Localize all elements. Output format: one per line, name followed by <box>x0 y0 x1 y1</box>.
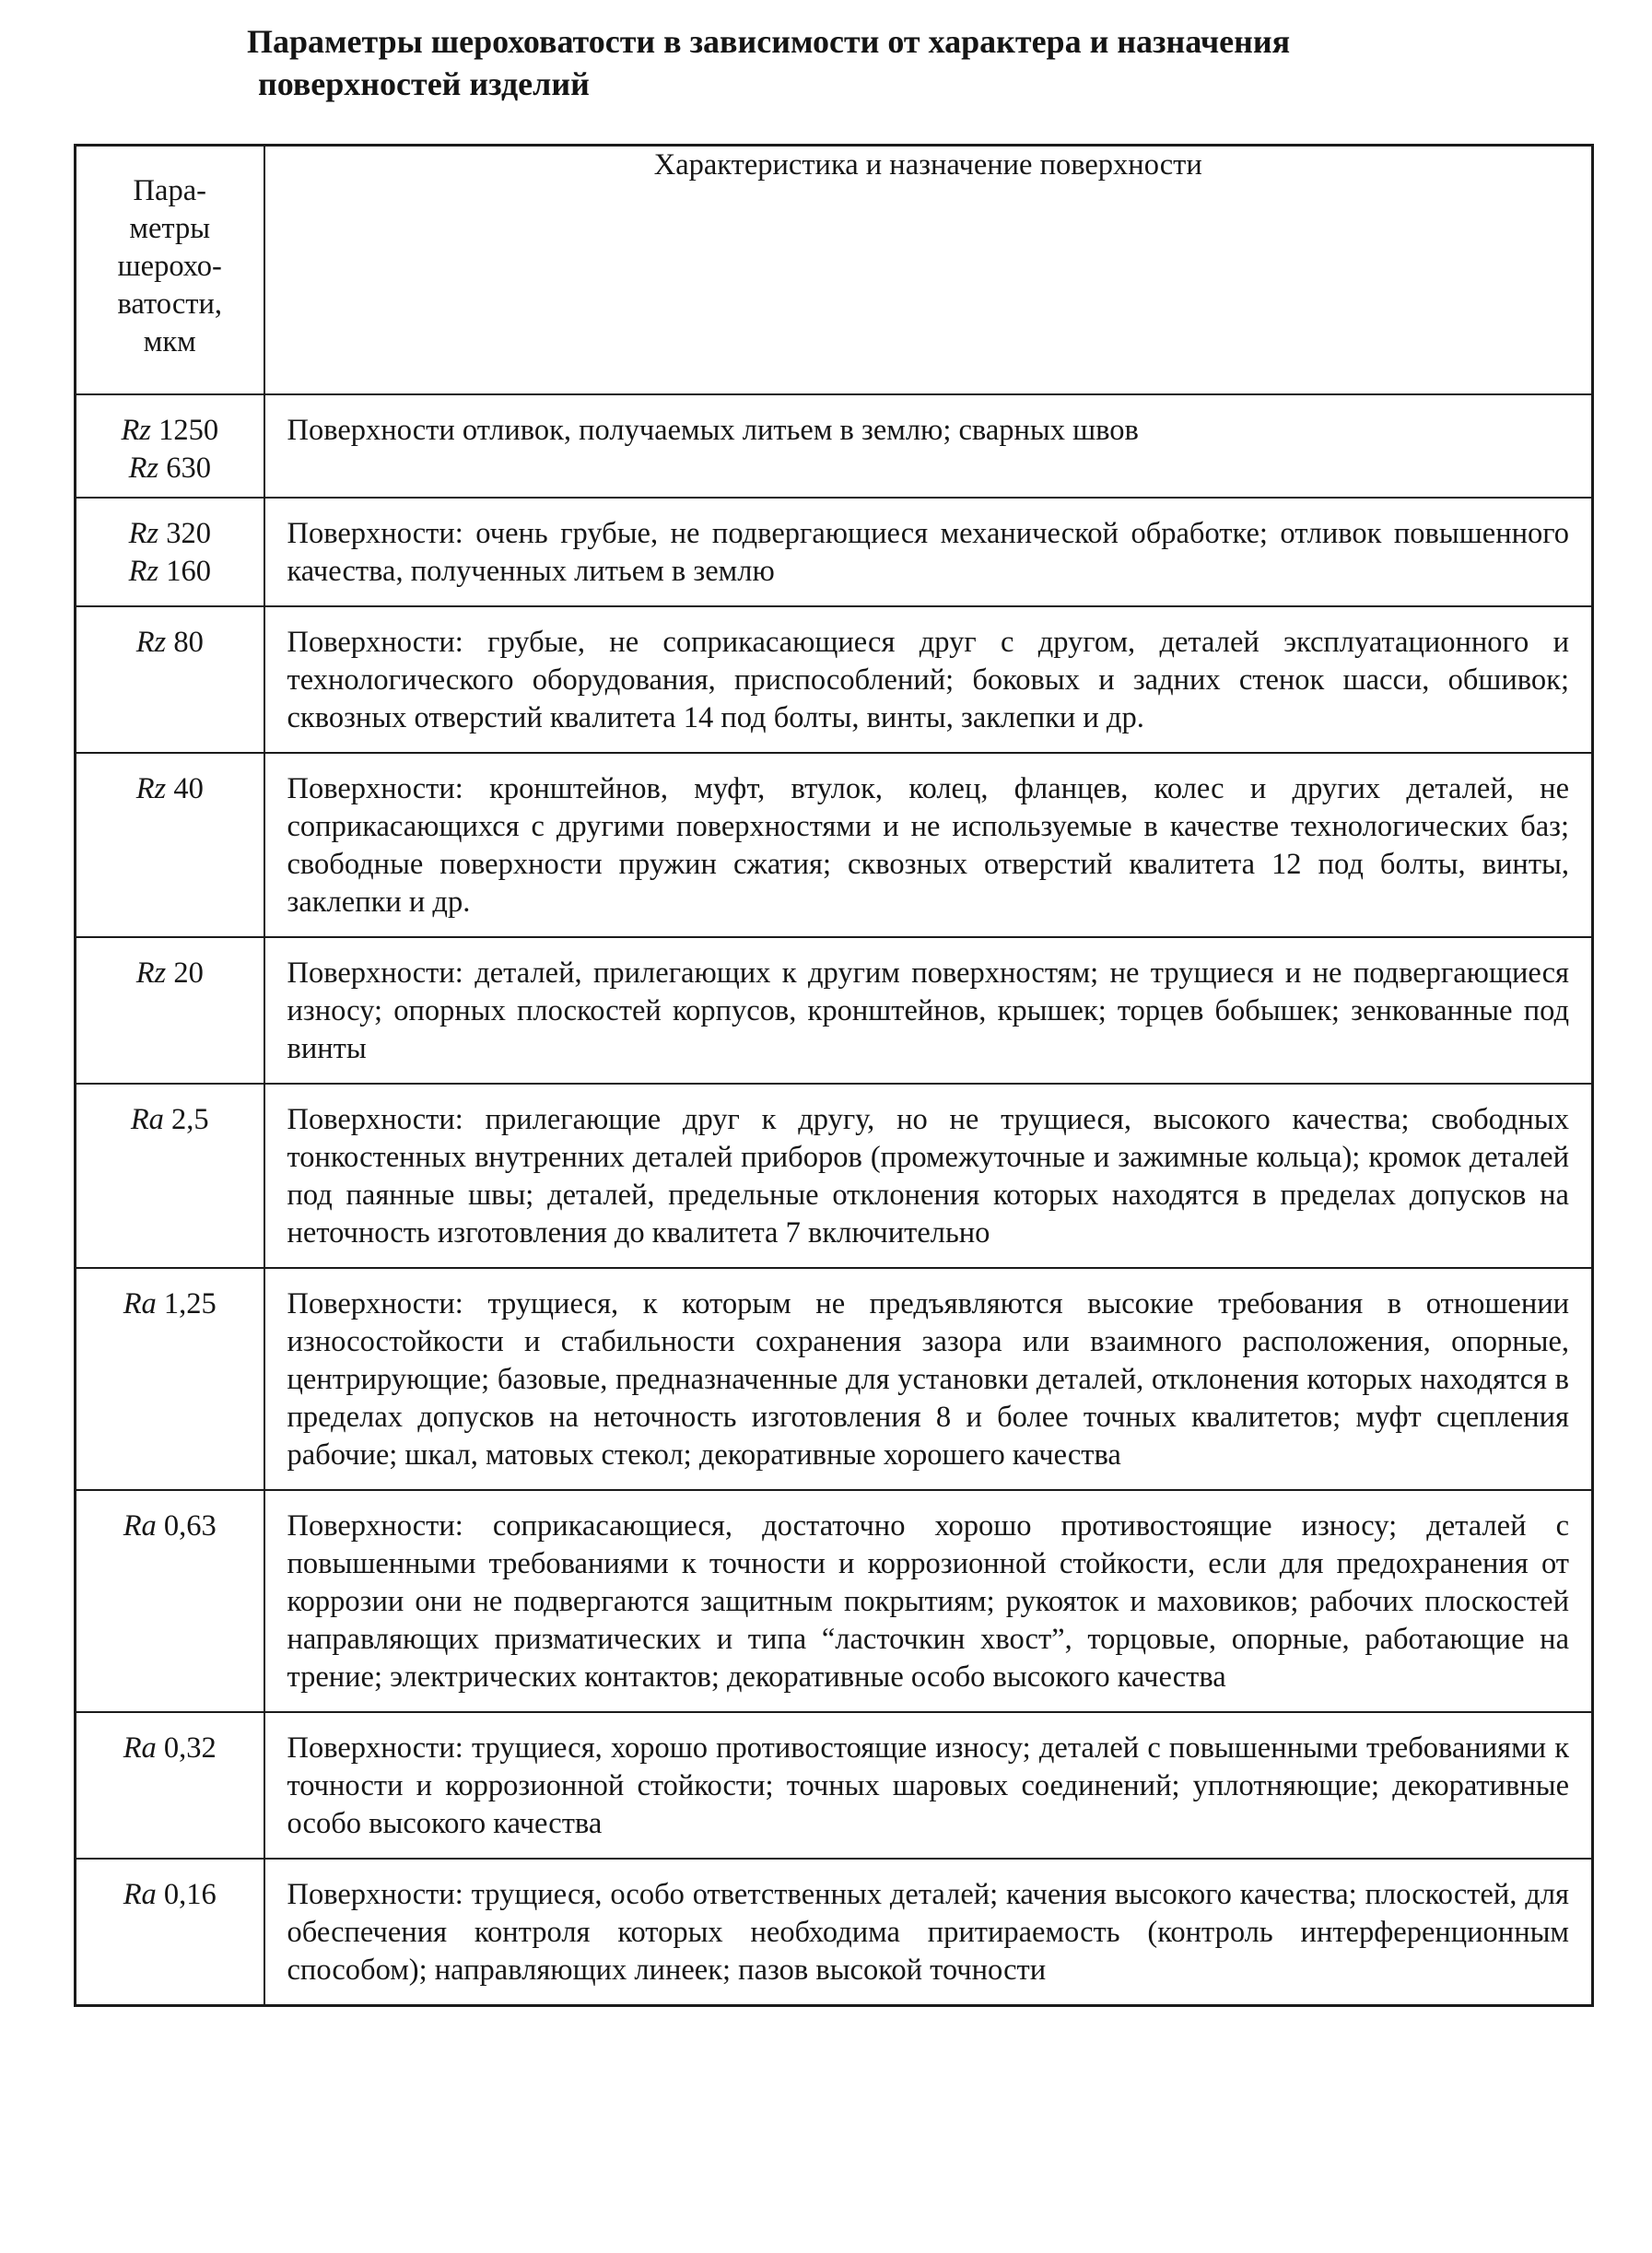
param-value <box>80 1101 260 1139</box>
table-row <box>76 498 1593 606</box>
param-symbol: Rz <box>121 414 151 447</box>
table-row <box>76 1859 1593 2006</box>
param-symbol: Rz <box>135 626 167 659</box>
document-title <box>247 20 1445 105</box>
param-symbol: Rz <box>128 517 159 550</box>
title-line-1: Параметры шероховатости в зависимости от характера и назначения <box>247 23 1291 60</box>
param-number: 0,32 <box>163 1731 217 1765</box>
param-symbol: Ra <box>123 1731 157 1765</box>
param-symbol: Ra <box>123 1509 157 1543</box>
table-header-row <box>76 146 1593 395</box>
param-number: 40 <box>173 772 204 805</box>
param-number: 1,25 <box>163 1287 217 1320</box>
header-desc-cell: Характеристика и назначение поверхности <box>264 146 1593 395</box>
param-cell <box>76 937 264 1084</box>
table-row <box>76 1490 1593 1712</box>
param-value <box>80 770 260 808</box>
table-row <box>76 753 1593 937</box>
param-cell <box>76 394 264 498</box>
table-row <box>76 1712 1593 1859</box>
description-cell: Поверхности: трущиеся, к которым не предъявляются высокие требования в отношении износостойкости и стабильности сохранения зазора или взаимного расположения, опорные, центрирующие; базовые, предназначенные для установки деталей, отклонения которых находятся в пределах допусков на неточность изготовления 8 и более точных квалитетов; муфт сцепления рабочие; шкал, матовых стекол; декоративные хорошего качества <box>264 1268 1593 1490</box>
param-number: 2,5 <box>171 1103 209 1136</box>
param-cell <box>76 606 264 753</box>
roughness-table <box>74 144 1594 2007</box>
header-param-line: ватости, <box>117 287 222 321</box>
param-number: 160 <box>166 555 211 588</box>
param-cell <box>76 753 264 937</box>
table-row <box>76 394 1593 498</box>
header-param-line: шерохо- <box>117 250 222 283</box>
param-symbol: Ra <box>123 1287 157 1320</box>
param-symbol: Rz <box>128 555 159 588</box>
param-number: 80 <box>173 626 204 659</box>
description-cell: Поверхности отливок, получаемых литьем в землю; сварных швов <box>264 394 1593 498</box>
description-cell: Поверхности: трущиеся, особо ответственных деталей; качения высокого качества; плоскостей, для обеспечения контроля которых необходима притираемость (контроль интерференционным способом); направляющих линеек; пазов высокой точности <box>264 1859 1593 2006</box>
param-number: 0,16 <box>163 1878 217 1911</box>
param-value <box>80 515 260 553</box>
param-cell <box>76 1859 264 2006</box>
param-symbol: Rz <box>128 452 159 485</box>
param-cell <box>76 1268 264 1490</box>
param-value <box>80 1876 260 1914</box>
param-value <box>80 624 260 662</box>
param-value <box>80 450 260 487</box>
description-cell: Поверхности: деталей, прилегающих к другим поверхностям; не трущиеся и не подвергающиеся износу; опорных плоскостей корпусов, кронштейнов, крышек; торцев бобышек; зенкованные под винты <box>264 937 1593 1084</box>
param-symbol: Rz <box>135 956 167 990</box>
table-row <box>76 606 1593 753</box>
param-value <box>80 1285 260 1323</box>
param-value <box>80 955 260 992</box>
header-param-line: Пара- <box>133 174 206 207</box>
description-cell: Поверхности: прилегающие друг к другу, но не трущиеся, высокого качества; свободных тонкостенных внутренних деталей приборов (промежуточные и зажимные кольца); кромок деталей под паянные швы; деталей, предельные отклонения которых находятся в пределах допусков на неточность изготовления до квалитета 7 включительно <box>264 1084 1593 1268</box>
param-symbol: Rz <box>135 772 167 805</box>
param-value <box>80 1730 260 1767</box>
param-symbol: Ra <box>130 1103 164 1136</box>
param-value <box>80 1508 260 1545</box>
param-symbol: Ra <box>123 1878 157 1911</box>
description-cell: Поверхности: очень грубые, не подвергающиеся механической обработке; отливок повышенного качества, полученных литьем в землю <box>264 498 1593 606</box>
table-row <box>76 1084 1593 1268</box>
param-cell <box>76 498 264 606</box>
param-number: 0,63 <box>163 1509 217 1543</box>
param-number: 1250 <box>158 414 219 447</box>
description-cell: Поверхности: соприкасающиеся, достаточно хорошо противостоящие износу; деталей с повышенными требованиями к точности и коррозионной стойкости, если для предохранения от коррозии они не подвергаются защитным покрытиям; рукояток и маховиков; рабочих плоскостей направляющих призматических и типа “ласточкин хвост”, торцовые, опорные, работающие на трение; электрических контактов; декоративные особо высокого качества <box>264 1490 1593 1712</box>
param-value <box>80 412 260 450</box>
title-line-2: поверхностей изделий <box>258 65 590 102</box>
header-param-line: мкм <box>143 325 196 358</box>
table-row <box>76 1268 1593 1490</box>
description-cell: Поверхности: грубые, не соприкасающиеся друг с другом, деталей эксплуатационного и технологического оборудования, приспособлений; боковых и задних стенок шасси, обшивок; сквозных отверстий квалитета 14 под болты, винты, заклепки и др. <box>264 606 1593 753</box>
description-cell: Поверхности: кронштейнов, муфт, втулок, колец, фланцев, колес и других деталей, не соприкасающихся с другими поверхностями и не используемые в качестве технологических баз; свободные поверхности пружин сжатия; сквозных отверстий квалитета 12 под болты, винты, заклепки и др. <box>264 753 1593 937</box>
param-number: 630 <box>166 452 211 485</box>
param-cell <box>76 1712 264 1859</box>
param-number: 20 <box>173 956 204 990</box>
header-param-line: метры <box>129 212 211 245</box>
description-cell: Поверхности: трущиеся, хорошо противостоящие износу; деталей с повышенными требованиями к точности и коррозионной стойкости; точных шаровых соединений; уплотняющие; декоративные особо высокого качества <box>264 1712 1593 1859</box>
param-cell <box>76 1084 264 1268</box>
param-cell <box>76 1490 264 1712</box>
table-row <box>76 937 1593 1084</box>
param-number: 320 <box>166 517 211 550</box>
param-value <box>80 553 260 591</box>
header-param-cell <box>76 146 264 395</box>
